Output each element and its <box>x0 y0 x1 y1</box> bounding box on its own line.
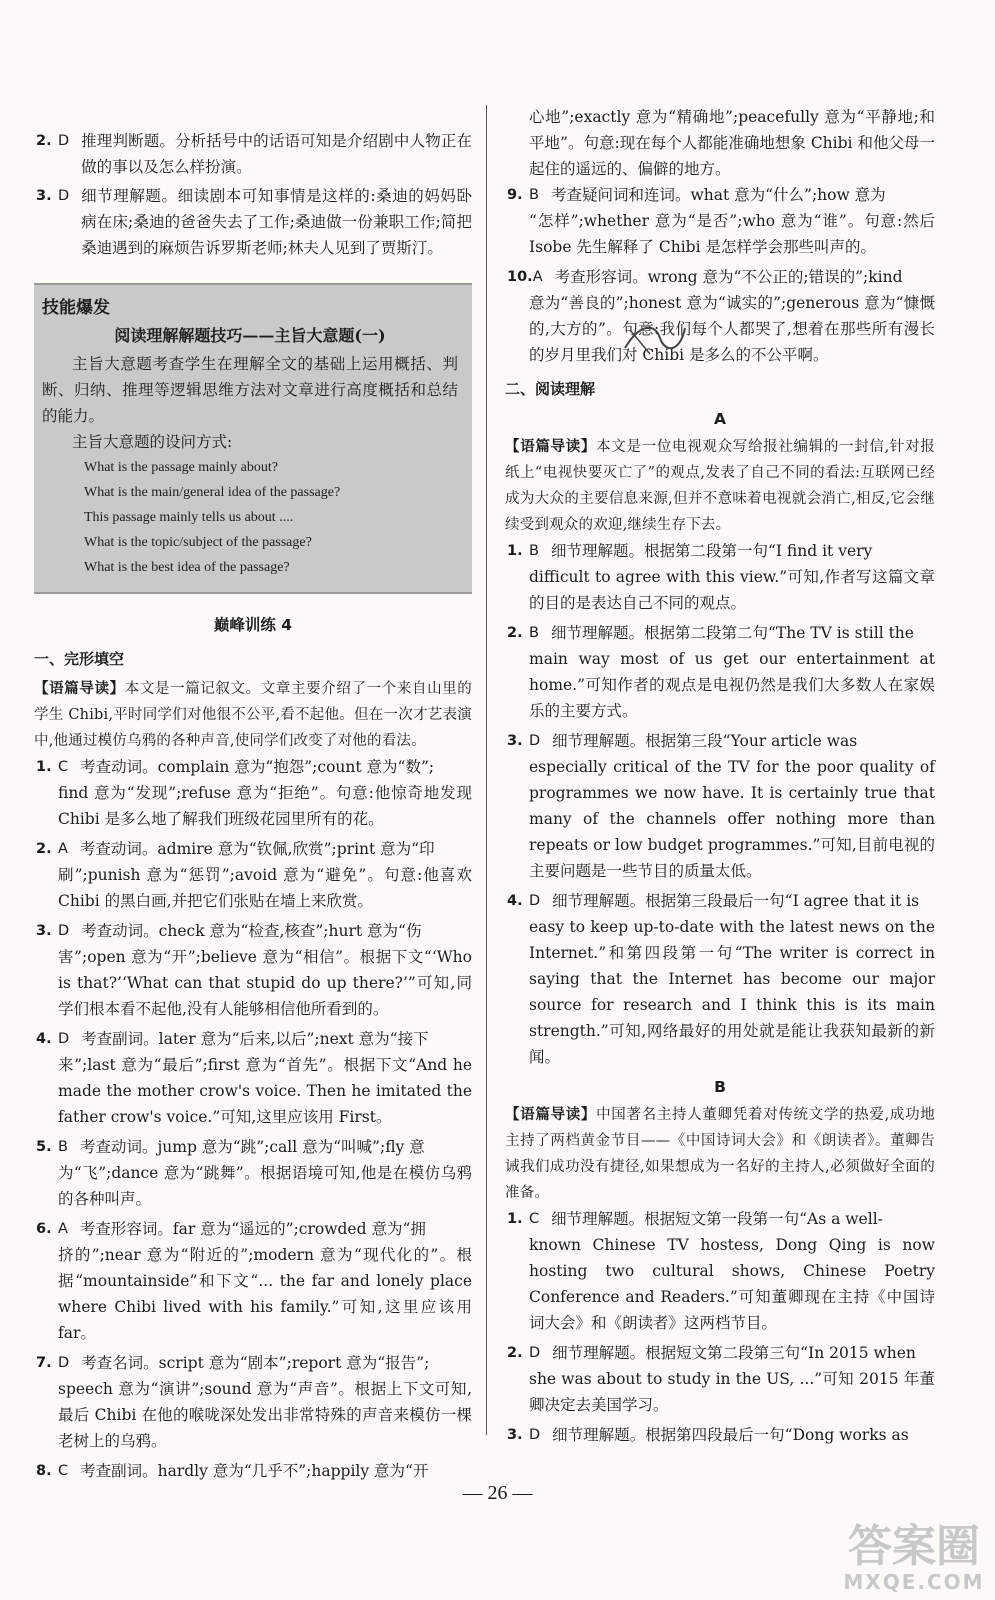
right-column <box>505 104 935 1452</box>
answer-text: 考查形容词。far 意为“遥远的”;crowded 意为“拥 <box>79 1220 426 1238</box>
answer-text: 细节理解题。根据第四段最后一句“Dong works as <box>552 1426 909 1444</box>
question-form-4: What is the topic/subject of the passage? <box>84 535 312 550</box>
skill-box <box>34 283 472 594</box>
answer-text: 细节理解题。根据第三段最后一句“I agree that it is <box>552 892 920 910</box>
page-number: — 26 — <box>462 1482 533 1504</box>
skill-box-subheading: 主旨大意题的设问方式: <box>72 433 233 451</box>
passage-guide: 【语篇导读】本文是一篇记叙文。文章主要介绍了一个来自山里的学生 Chibi,平时同学们对他很不公平,看不起他。但在一次才艺表演中,他通过模仿乌鸦的各种声音,使同学们改变了对他的看法。 <box>34 681 472 749</box>
passage-guide-a: 【语篇导读】本文是一位电视观众写给报社编辑的一封信,针对报纸上“电视快要灭亡了”的观点,发表了自己不同的看法:互联网已经成为大众的主要信息来源,但并不意味着电视就会消亡,相反,它会继续受到观众的欢迎,继续生存下去。 <box>505 439 935 533</box>
answer-text-continued: “怎样”;whether 意为“是否”;who 意为“谁”。句意:然后 Isobe 先生解释了 Chibi 是怎样学会那些叫声的。 <box>529 212 935 256</box>
cloze-answer-4: 4. D 考查副词。later 意为“后来,以后”;next 意为“接下 来”;last 意为“最后”;first 意为“首先”。根据下文“And he made the mother crow's voice. Then he imitated the father crow's voice.”可知,这里应该用 First。 <box>34 1026 472 1130</box>
reading-a-answer-4: 4. D 细节理解题。根据第三段最后一句“I agree that it is easy to keep up-to-date with the latest news on the Internet.”和第四段第一句“The writer is correct in saying that the Internet has become our major source for research and I think this is its main strength.”可知,网络最好的用处就是能让我获知最新的新闻。 <box>505 888 935 1070</box>
answer-text: 细节理解题。细读剧本可知事情是这样的:桑迪的妈妈卧病在床;桑迪的爸爸失去了工作;桑迪做一份兼职工作;简把桑迪遇到的麻烦告诉罗斯老师;林夫人见到了贾斯汀。 <box>81 187 472 257</box>
answer-text-continued: 来”;last 意为“最后”;first 意为“首先”。根据下文“And he made the mother crow's voice. Then he imitated the father crow's voice.”可知,这里应该用 First。 <box>58 1056 472 1126</box>
answer-text: 细节理解题。根据第三段“Your article was <box>552 732 858 750</box>
cloze-answer-3: 3. D 考查动词。check 意为“检查,核查”;hurt 意为“伤 害”;open 意为“开”;believe 意为“相信”。根据下文“‘Who is that?’‘What can that stupid do up there?’”可知,同学们根本看不起他,没有人能够相信他所看到的。 <box>34 918 472 1022</box>
section-heading-reading: 二、阅读理解 <box>505 380 596 398</box>
skill-box-title: 阅读理解解题技巧——主旨大意题(一) <box>114 326 386 345</box>
answer-text: 考查副词。later 意为“后来,以后”;next 意为“接下 <box>81 1030 429 1048</box>
question-form-1: What is the passage mainly about? <box>84 460 278 475</box>
answer-text: 考查动词。admire 意为“钦佩,欣赏”;print 意为“印 <box>79 840 435 858</box>
reading-a-answer-3: 3. D 细节理解题。根据第三段“Your article was especially critical of the TV for the poor quality of programmes we now have. It is certainly true that many of the channels offer nothing more than repeats or low budget programmes.”可知,目前电视的主要问题是一些节目的质量太低。 <box>505 728 935 884</box>
answer-text: 细节理解题。根据第二段第一句“I find it very <box>550 542 873 560</box>
reading-b-answer-1: 1. C 细节理解题。根据短文第一段第一句“As a well- known Chinese TV hostess, Dong Qing is now hosting two cultural shows, Chinese Poetry Conference and Readers.”可知董卿现在主持《中国诗词大会》和《朗读者》这两档节目。 <box>505 1206 935 1336</box>
answer-text-continued: she was about to study in the US, ...”可知 2015 年董卿决定去美国学习。 <box>529 1370 935 1414</box>
pen-scribble-mark <box>620 318 690 358</box>
question-form-2: What is the main/general idea of the passage? <box>84 485 341 500</box>
cloze-answer-late-2: 10. A 考查形容词。wrong 意为“不公正的;错误的”;kind 意为“善良的”;honest 意为“诚实的”;generous 意为“慷慨的,大方的”。句意:我们每个人都哭了,想着在那些所有漫长的岁月里我们对 Chibi 是多么的不公平啊。 <box>505 264 935 368</box>
passage-guide-b: 【语篇导读】中国著名主持人董卿凭着对传统文学的热爱,成功地主持了两档黄金节目——《中国诗词大会》和《朗读者》。董卿告诫我们成功没有捷径,如果想成为一名好的主持人,必须做好全面的准备。 <box>505 1107 935 1201</box>
cloze-answer-6: 6. A 考查形容词。far 意为“遥远的”;crowded 意为“拥 挤的”;near 意为“附近的”;modern 意为“现代化的”。根据“mountainside”和下文“... the far and lonely place where Chibi lived with his family.”可知,这里应该用 far。 <box>34 1216 472 1346</box>
left-column <box>34 128 472 1488</box>
answer-text-continued: speech 意为“演讲”;sound 意为“声音”。根据上下文可知,最后 Chibi 在他的喉咙深处发出非常特殊的声音来模仿一棵老树上的乌鸦。 <box>58 1380 472 1450</box>
watermark-text: 答案圈 <box>848 1521 980 1572</box>
skill-box-paragraph: 主旨大意题考查学生在理解全文的基础上运用概括、判断、归纳、推理等逻辑思维方法对文章进行高度概括和总结的能力。 <box>42 355 458 425</box>
cloze-answer-7: 7. D 考查名词。script 意为“剧本”;report 意为“报告”; speech 意为“演讲”;sound 意为“声音”。根据上下文可知,最后 Chibi 在他的喉咙深处发出非常特殊的声音来模仿一棵老树上的乌鸦。 <box>34 1350 472 1454</box>
answer-text: 考查动词。complain 意为“抱怨”;count 意为“数”; <box>80 758 435 776</box>
question-form-5: What is the best idea of the passage? <box>84 560 290 575</box>
answer-text-continued: main way most of us get our entertainment at home.”可知作者的观点是电视仍然是我们大多数人在家娱乐的主要方式。 <box>529 650 935 720</box>
answer-text-continued: especially critical of the TV for the poor quality of programmes we now have. It is certainly true that many of the channels offer nothing more than repeats or low budget programmes.”可知,目前电视的主要问题是一些节目的质量太低。 <box>529 758 935 880</box>
answer-text: 考查名词。script 意为“剧本”;report 意为“报告”; <box>81 1354 430 1372</box>
answer-text: 推理判断题。分析括号中的话语可知是介绍剧中人物正在做的事以及怎么样扮演。 <box>81 132 472 176</box>
passage-letter-b: B <box>714 1078 726 1096</box>
answer-text: 考查动词。check 意为“检查,核查”;hurt 意为“伤 <box>81 922 422 940</box>
answer-text-continued: 刷”;punish 意为“惩罚”;avoid 意为“避免”。句意:他喜欢 Chibi 的黑白画,并把它们张贴在墙上来欣赏。 <box>58 866 472 910</box>
answer-text: 考查动词。jump 意为“跳”;call 意为“叫喊”;fly 意 <box>79 1138 425 1156</box>
answer-text-continued: 挤的”;near 意为“附近的”;modern 意为“现代化的”。根据“mountainside”和下文“... the far and lonely place where Chibi lived with his family.”可知,这里应该用 far。 <box>58 1246 472 1342</box>
answer-item-3: 3. D 细节理解题。细读剧本可知事情是这样的:桑迪的妈妈卧病在床;桑迪的爸爸失去了工作;桑迪做一份兼职工作;简把桑迪遇到的麻烦告诉罗斯老师;林夫人见到了贾斯汀。 <box>34 183 472 261</box>
site-watermark-logo <box>839 1521 989 1594</box>
answer-text: 考查疑问词和连词。what 意为“什么”;how 意为 <box>550 186 886 204</box>
cloze-answer-5: 5. B 考查动词。jump 意为“跳”;call 意为“叫喊”;fly 意 为“飞”;dance 意为“跳舞”。根据语境可知,他是在模仿乌鸦的各种叫声。 <box>34 1134 472 1212</box>
answer-8-continued: 心地”;exactly 意为“精确地”;peacefully 意为“平静地;和平地”。句意:现在每个人都能准确地想象 Chibi 和他父母一起住的遥远的、偏僻的地方。 <box>529 108 935 178</box>
watermark-url: MXQE.COM <box>843 1570 985 1594</box>
column-divider <box>486 105 487 1435</box>
reading-b-answer-2: 2. D 细节理解题。根据短文第二段第三句“In 2015 when she was about to study in the US, ...”可知 2015 年董卿决定去美国学习。 <box>505 1340 935 1418</box>
cloze-answer-1: 1. C 考查动词。complain 意为“抱怨”;count 意为“数”; find 意为“发现”;refuse 意为“拒绝”。句意:他惊奇地发现 Chibi 是多么地了解我们班级花园里所有的花。 <box>34 754 472 832</box>
answer-text-continued: 意为“善良的”;honest 意为“诚实的”;generous 意为“慷慨的,大方的”。句意:我们每个人都哭了,想着在那些所有漫长的岁月里我们对 Chibi 是多么的不公平啊。 <box>529 294 935 364</box>
cloze-answer-late-1: 9. B 考查疑问词和连词。what 意为“什么”;how 意为 “怎样”;whether 意为“是否”;who 意为“谁”。句意:然后 Isobe 先生解释了 Chibi 是怎样学会那些叫声的。 <box>505 182 935 260</box>
skill-box-heading: 技能爆发 <box>42 298 110 318</box>
cloze-answer-2: 2. A 考查动词。admire 意为“钦佩,欣赏”;print 意为“印 刷”;punish 意为“惩罚”;avoid 意为“避免”。句意:他喜欢 Chibi 的黑白画,并把它们张贴在墙上来欣赏。 <box>34 836 472 914</box>
answer-text-continued: easy to keep up-to-date with the latest news on the Internet.”和第四段第一句“The writer is correct in saying that the Internet has become our major source for research and I think this is its main strength.”可知,网络最好的用处就是能让我获知最新的新闻。 <box>529 918 935 1066</box>
answer-text-continued: 为“飞”;dance 意为“跳舞”。根据语境可知,他是在模仿乌鸦的各种叫声。 <box>58 1164 472 1208</box>
answer-text: 考查副词。hardly 意为“几乎不”;happily 意为“开 <box>80 1462 429 1480</box>
answer-text: 细节理解题。根据第二段第二句“The TV is still the <box>550 624 914 642</box>
training-title: 巅峰训练 4 <box>213 616 293 634</box>
section-heading-cloze: 一、完形填空 <box>34 650 125 668</box>
reading-a-answer-1: 1. B 细节理解题。根据第二段第一句“I find it very difficult to agree with this view.”可知,作者写这篇文章的目的是表达自己不同的观点。 <box>505 538 935 616</box>
reading-a-answer-2: 2. B 细节理解题。根据第二段第二句“The TV is still the main way most of us get our entertainment at home.”可知作者的观点是电视仍然是我们大多数人在家娱乐的主要方式。 <box>505 620 935 724</box>
answer-item-2: 2. D 推理判断题。分析括号中的话语可知是介绍剧中人物正在做的事以及怎么样扮演。 <box>34 128 472 180</box>
reading-b-answer-3: 3. D 细节理解题。根据第四段最后一句“Dong works as <box>505 1422 935 1448</box>
answer-text: 细节理解题。根据短文第一段第一句“As a well- <box>551 1210 883 1228</box>
question-form-3: This passage mainly tells us about .... <box>84 510 294 525</box>
answer-text: 细节理解题。根据短文第二段第三句“In 2015 when <box>552 1344 916 1362</box>
cloze-answer-8: 8. C 考查副词。hardly 意为“几乎不”;happily 意为“开 <box>34 1458 472 1484</box>
passage-letter-a: A <box>714 410 726 428</box>
answer-text-continued: known Chinese TV hostess, Dong Qing is now hosting two cultural shows, Chinese Poetry Conference and Readers.”可知董卿现在主持《中国诗词大会》和《朗读者》这两档节目。 <box>529 1236 935 1332</box>
answer-text: 考查形容词。wrong 意为“不公正的;错误的”;kind <box>554 268 903 286</box>
answer-text-continued: find 意为“发现”;refuse 意为“拒绝”。句意:他惊奇地发现 Chibi 是多么地了解我们班级花园里所有的花。 <box>58 784 472 828</box>
answer-text-continued: difficult to agree with this view.”可知,作者写这篇文章的目的是表达自己不同的观点。 <box>529 568 935 612</box>
answer-text-continued: 害”;open 意为“开”;believe 意为“相信”。根据下文“‘Who is that?’‘What can that stupid do up there?’”可知,同学们根本看不起他,没有人能够相信他所看到的。 <box>58 948 472 1018</box>
